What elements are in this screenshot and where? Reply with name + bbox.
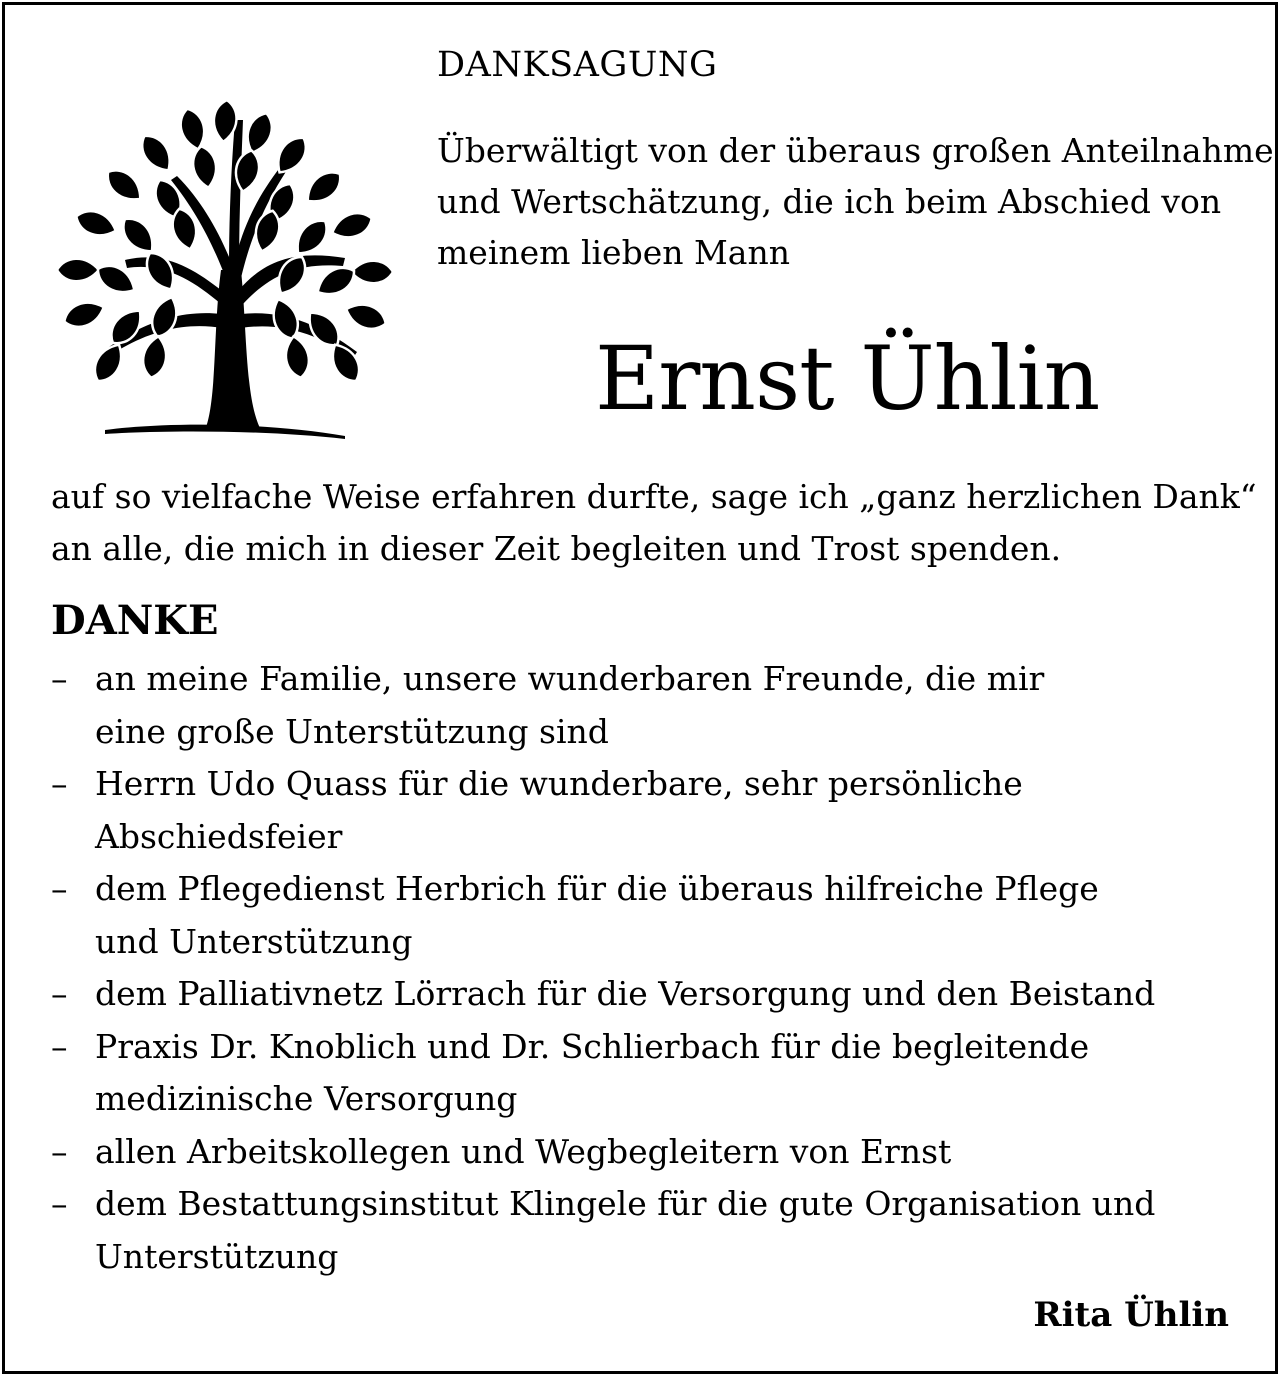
list-item-line: Unterstützung xyxy=(95,1236,339,1276)
list-item-line: medizinische Versorgung xyxy=(95,1079,518,1118)
list-item-line: Abschiedsfeier xyxy=(95,816,343,856)
intro-text xyxy=(437,125,1274,278)
list-item-line: dem Palliativnetz Lörrach für die Versorgung und den Beistand xyxy=(95,974,1156,1013)
notice-heading: DANKSAGUNG xyxy=(437,45,718,85)
thanks-text xyxy=(51,471,1257,575)
thanks-line: auf so vielfache Weise erfahren durfte, sage ich „ganz herzlichen Dank“ xyxy=(51,477,1257,516)
thanks-line: an alle, die mich in dieser Zeit begleiten und Trost spenden. xyxy=(51,529,1062,568)
list-item-line: und Unterstützung xyxy=(95,921,413,961)
intro-line: Überwältigt von der überaus großen Anteilnahme xyxy=(437,131,1274,170)
list-item xyxy=(51,1021,1251,1126)
tree-icon xyxy=(45,100,405,445)
list-item-line: allen Arbeitskollegen und Wegbegleitern von Ernst xyxy=(95,1131,952,1171)
bullet-dash: – xyxy=(51,659,68,698)
list-item xyxy=(51,758,1251,863)
bullet-dash: – xyxy=(51,974,68,1013)
bullet-dash: – xyxy=(51,1131,68,1171)
list-item-line: Praxis Dr. Knoblich und Dr. Schlierbach für die begleitende xyxy=(95,1026,1090,1066)
list-item xyxy=(51,968,1251,1021)
deceased-name: Ernst Ühlin xyxy=(595,327,1100,430)
list-item xyxy=(51,863,1251,968)
list-item-line: dem Pflegedienst Herbrich für die überaus hilfreiche Pflege xyxy=(95,869,1099,908)
bullet-dash: – xyxy=(51,869,68,908)
bullet-dash: – xyxy=(51,764,68,803)
thanks-list xyxy=(51,653,1251,1283)
bullet-dash: – xyxy=(51,1026,68,1066)
signature: Rita Ühlin xyxy=(1033,1295,1229,1335)
list-item-line: an meine Familie, unsere wunderbaren Freunde, die mir xyxy=(95,659,1045,698)
intro-line: und Wertschätzung, die ich beim Abschied von xyxy=(437,182,1222,221)
list-item-line: Herrn Udo Quass für die wunderbare, sehr persönliche xyxy=(95,764,1023,803)
list-item-line: dem Bestattungsinstitut Klingele für die gute Organisation und xyxy=(95,1184,1156,1223)
bullet-dash: – xyxy=(51,1184,68,1223)
intro-line: meinem lieben Mann xyxy=(437,233,790,272)
list-item-line: eine große Unterstützung sind xyxy=(95,711,609,751)
danke-heading: DANKE xyxy=(51,597,219,644)
list-item xyxy=(51,1178,1251,1283)
list-item xyxy=(51,1126,1251,1179)
list-item xyxy=(51,653,1251,758)
notice-frame xyxy=(2,2,1278,1374)
